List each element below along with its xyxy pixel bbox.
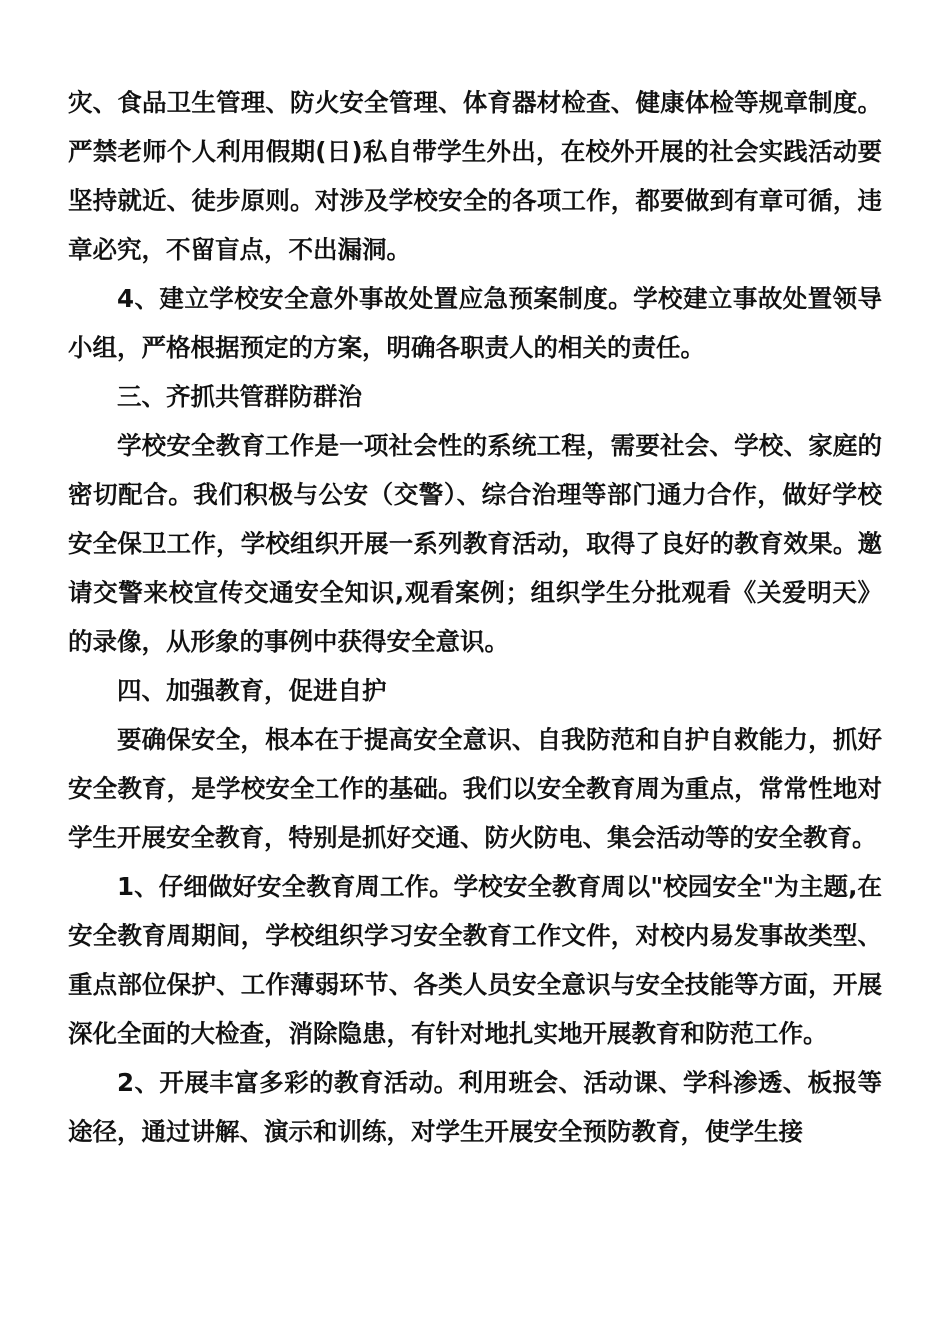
paragraph-safety-week: 1、仔细做好安全教育周工作。学校安全教育周以"校园安全"为主题,在安全教育周期间，学校组织学习安全教育工作文件，对校内易发事故类型、重点部位保护、工作薄弱环节、各类人员安全意识与安全技能等方面，开展深化全面的大检查，消除隐患，有针对地扎实地开展教育和防范工作。: [68, 872, 882, 1048]
section-heading-joint-management: 三、齐抓共管群防群治: [117, 382, 362, 411]
paragraph-education-activities: 2、开展丰富多彩的教育活动。利用班会、活动课、学科渗透、板报等途径，通过讲解、演示和训练，对学生开展安全预防教育，使学生接: [68, 1068, 882, 1146]
document-page: [68, 78, 882, 1156]
paragraph-social-cooperation: 学校安全教育工作是一项社会性的系统工程，需要社会、学校、家庭的密切配合。我们积极与公安（交警）、综合治理等部门通力合作，做好学校安全保卫工作，学校组织开展一系列教育活动，取得了良好的教育效果。邀请交警来校宣传交通安全知识,观看案例；组织学生分批观看《关爱明天》的录像，从形象的事例中获得安全意识。: [68, 431, 882, 656]
paragraph-regulations: 灾、食品卫生管理、防火安全管理、体育器材检查、健康体检等规章制度。严禁老师个人利用假期(日)私自带学生外出，在校外开展的社会实践活动要坚持就近、徒步原则。对涉及学校安全的各项工作，都要做到有章可循，违章必究，不留盲点，不出漏洞。: [68, 88, 882, 264]
paragraph-safety-awareness: 要确保安全，根本在于提高安全意识、自我防范和自护自救能力，抓好安全教育，是学校安全工作的基础。我们以安全教育周为重点，常常性地对学生开展安全教育，特别是抓好交通、防火防电、集会活动等的安全教育。: [68, 725, 882, 852]
paragraph-emergency-plan: 4、建立学校安全意外事故处置应急预案制度。学校建立事故处置领导小组，严格根据预定的方案，明确各职责人的相关的责任。: [68, 284, 882, 362]
section-heading-education: 四、加强教育，促进自护: [117, 676, 387, 705]
